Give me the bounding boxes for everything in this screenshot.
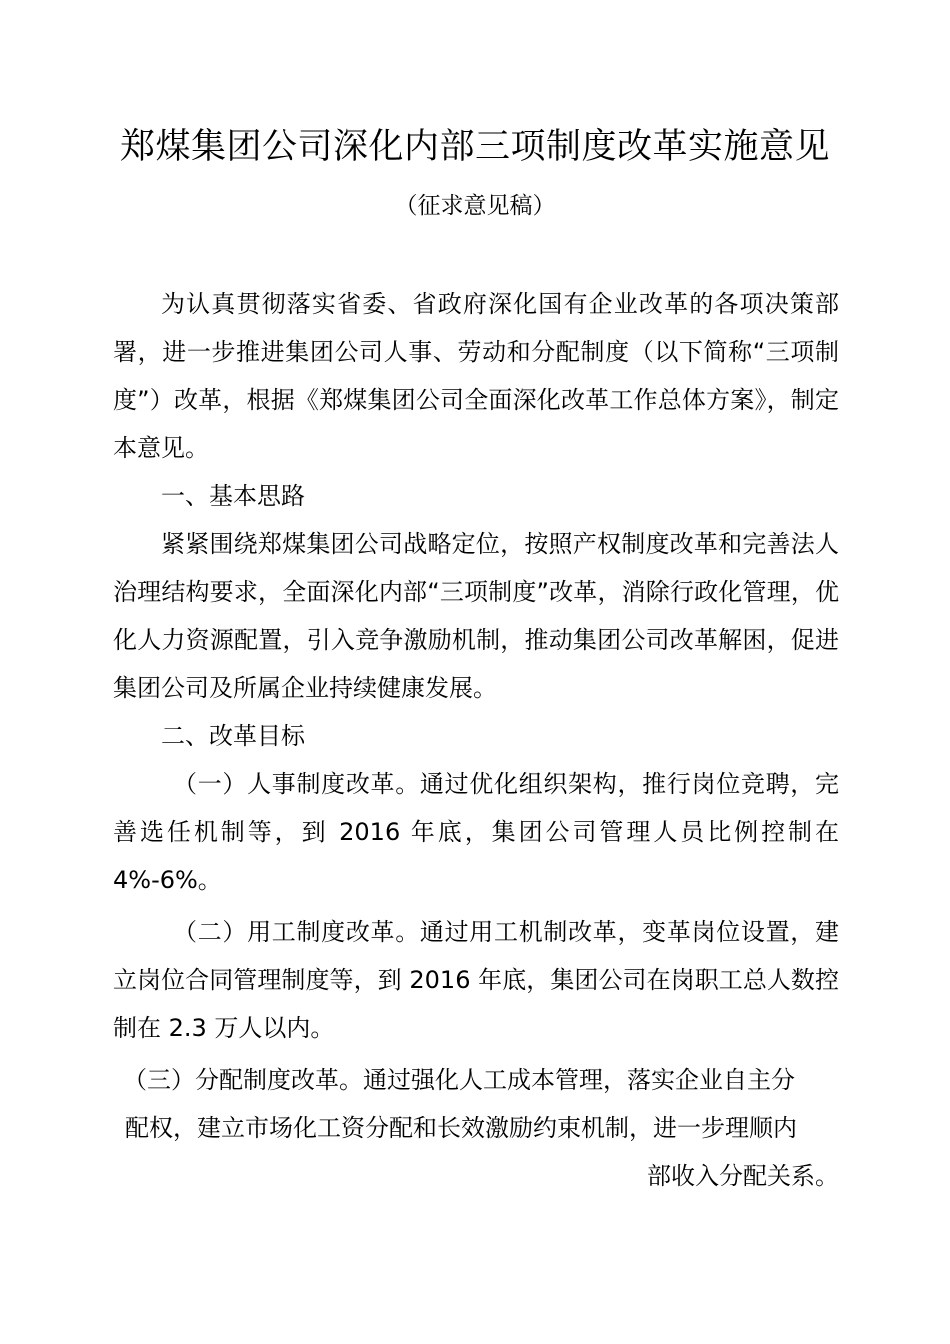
document-subtitle: （征求意见稿） [394,193,556,219]
goal-distribution-line-3: 部收入分配关系。 [647,1162,839,1190]
goal-distribution-line-1: （三）分配制度改革。通过强化人工成本管理，落实企业自主分 [123,1066,795,1094]
document-body [113,280,839,1200]
goal-distribution-line-2: 配权，建立市场化工资分配和长效激励约束机制，进一步理顺内 [125,1114,797,1142]
section-heading-basic-approach: 一、基本思路 [161,482,305,510]
document-title: 郑煤集团公司深化内部三项制度改革实施意见 [119,127,830,167]
basic-approach-paragraph: 紧紧围绕郑煤集团公司战略定位，按照产权制度改革和完善法人治理结构要求，全面深化内部“三项制度”改革，消除行政化管理，优化人力资源配置，引入竞争激励机制，推动集团公司改革解困，促进集团公司及所属企业持续健康发展。 [113,530,839,702]
goal-personnel-reform: （一）人事制度改革。通过优化组织架构，推行岗位竞聘，完善选任机制等，到 2016 年底，集团公司管理人员比例控制在 4%-6%。 [113,770,839,894]
goal-distribution-reform [125,1056,839,1200]
intro-paragraph: 为认真贯彻落实省委、省政府深化国有企业改革的各项决策部署，进一步推进集团公司人事、劳动和分配制度（以下简称“三项制度”）改革，根据《郑煤集团公司全面深化改革工作总体方案》，制定本意见。 [113,290,839,462]
goal-employment-reform: （二）用工制度改革。通过用工机制改革，变革岗位设置，建立岗位合同管理制度等，到 2016 年底，集团公司在岗职工总人数控制在 2.3 万人以内。 [113,918,839,1042]
section-heading-reform-goals: 二、改革目标 [161,722,305,750]
